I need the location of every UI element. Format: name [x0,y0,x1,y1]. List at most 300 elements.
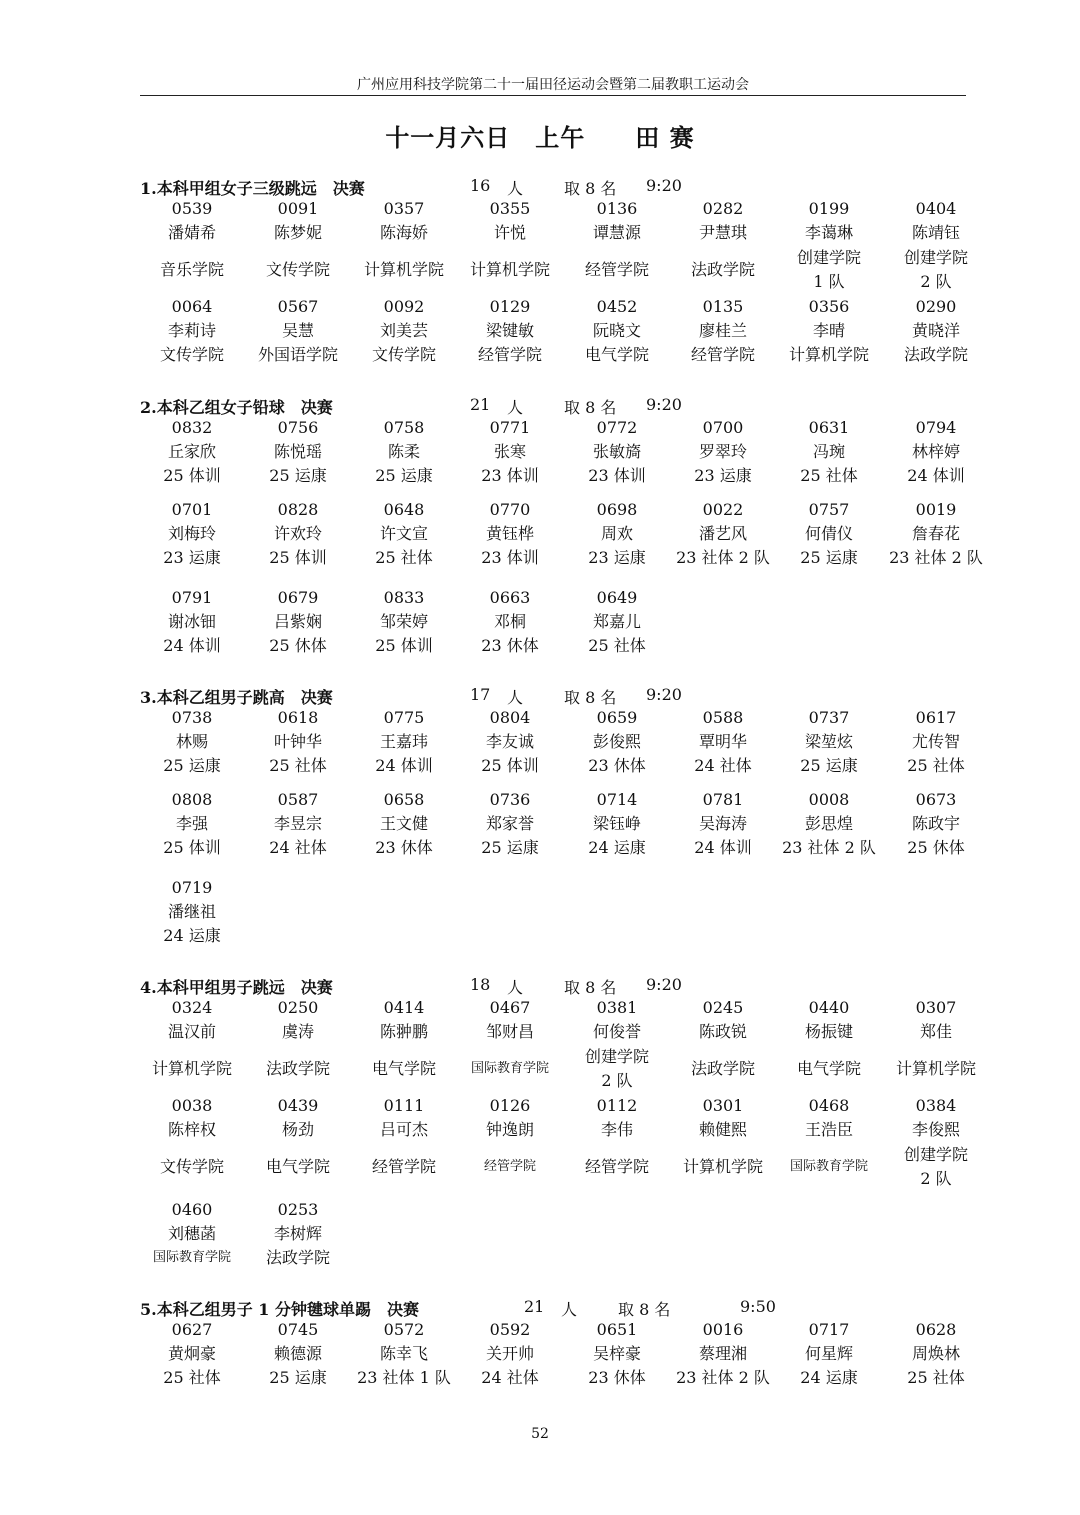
athlete-row [140,198,1000,296]
athlete-entry [457,198,563,294]
athlete-team: 创建学院 1 队 [796,248,861,291]
athlete-name: 陈翀鹏 [379,1022,428,1041]
athlete-name: 王浩臣 [804,1120,853,1139]
athlete-row [140,707,1000,789]
athlete-entry [670,296,776,366]
athlete-number: 0745 [277,1320,319,1339]
athlete-name: 吕可杰 [379,1120,428,1139]
athlete-entry [457,499,563,569]
day-title: 十一月六日 上午 田 赛 [385,123,695,152]
athlete-name: 廖桂兰 [698,321,747,340]
event-header [140,395,1000,417]
athlete-name: 黄炯豪 [167,1344,216,1363]
athlete-team: 23 休体 [588,756,646,775]
athlete-team: 25 运康 [800,756,858,775]
event-count: 18 [470,975,491,994]
event-block [140,176,1000,386]
athlete-number: 0022 [702,500,744,519]
athlete-entry [351,707,457,777]
athlete-number: 0648 [383,500,425,519]
athlete-entry [670,789,776,859]
athlete-name: 李伟 [600,1120,633,1139]
athlete-entry [351,499,457,569]
page-header: 广州应用科技学院第二十一届田径运动会暨第二届教职工运动会 [357,77,749,93]
athlete-team: 24 社体 [481,1368,539,1387]
athlete-team: 创建学院 2 队 [903,248,968,291]
athlete-number: 0771 [489,418,531,437]
athlete-name: 詹春花 [911,524,960,543]
athlete-entry [139,417,245,487]
athlete-team: 23 休体 [481,636,539,655]
athlete-team: 25 体训 [163,838,221,857]
athlete-name: 吕紫娴 [273,612,322,631]
event-block [140,395,1000,669]
athlete-number: 0290 [915,297,957,316]
athlete-entry [776,198,882,294]
event-count: 16 [470,176,491,195]
athlete-team: 国际教育学院 [789,1159,868,1174]
athlete-name: 李昱宗 [273,814,322,833]
athlete-team: 25 运康 [163,756,221,775]
athlete-number: 0414 [383,998,425,1017]
athlete-number: 0738 [171,708,213,727]
athlete-number: 0091 [277,199,319,218]
athlete-entry [564,1319,670,1389]
athlete-entry [351,587,457,657]
athlete-team: 计算机学院 [682,1157,763,1176]
athlete-number: 0111 [383,1096,425,1115]
athlete-name: 潘艺风 [698,524,747,543]
athlete-number: 0781 [702,790,744,809]
event-header [140,685,1000,707]
athlete-number: 0592 [489,1320,531,1339]
athlete-number: 0804 [489,708,531,727]
athlete-name: 李蔼琳 [804,223,853,242]
athlete-number: 0658 [383,790,425,809]
athlete-entry [883,198,989,294]
athlete-team: 25 社体 [269,756,327,775]
event-qualify: 取 8 名 [618,1300,671,1319]
athlete-name: 潘继祖 [167,902,216,921]
athlete-number: 0440 [808,998,850,1017]
athlete-team: 25 休体 [269,636,327,655]
athlete-name: 蔡理湘 [698,1344,747,1363]
event-count-unit: 人 [507,398,524,417]
athlete-number: 0794 [915,418,957,437]
athlete-entry [245,789,351,859]
athlete-number: 0673 [915,790,957,809]
athlete-name: 何俊誉 [592,1022,641,1041]
athlete-entry [883,296,989,366]
athlete-name: 刘美芸 [379,321,428,340]
athlete-entry [883,1095,989,1191]
athlete-team: 计算机学院 [469,260,550,279]
athlete-number: 0245 [702,998,744,1017]
athlete-name: 谢冰钿 [167,612,216,631]
athlete-team: 计算机学院 [895,1059,976,1078]
athlete-team: 国际教育学院 [152,1250,231,1265]
athlete-name: 吴梓豪 [592,1344,641,1363]
athlete-entry [139,1319,245,1389]
event-time: 9:20 [646,685,682,704]
athlete-name: 张寒 [493,442,526,461]
athlete-team: 24 社体 [269,838,327,857]
athlete-name: 林赐 [175,732,208,751]
athlete-team: 法政学院 [690,1059,755,1078]
athlete-name: 钟逸朗 [485,1120,534,1139]
athlete-number: 0307 [915,998,957,1017]
athlete-number: 0384 [915,1096,957,1115]
event-time: 9:50 [740,1297,776,1316]
athlete-number: 0649 [596,588,638,607]
athlete-number: 0250 [277,998,319,1017]
athlete-number: 0136 [596,199,638,218]
page-number: 52 [531,1426,549,1442]
athlete-row [140,997,1000,1095]
athlete-name: 何星辉 [804,1344,853,1363]
athlete-number: 0808 [171,790,213,809]
athlete-number: 0772 [596,418,638,437]
athlete-entry [457,789,563,859]
athlete-number: 0651 [596,1320,638,1339]
athlete-entry [457,587,563,657]
athlete-entry [564,789,670,859]
athlete-entry [351,1319,457,1389]
athlete-number: 0567 [277,297,319,316]
athlete-team: 23 社体 1 队 [357,1368,451,1387]
event-header [140,176,1000,198]
athlete-team: 文传学院 [159,1157,224,1176]
athlete-entry [776,1319,882,1389]
athlete-entry [351,198,457,294]
athlete-entry [564,1095,670,1191]
athlete-row [140,296,1000,386]
athlete-entry [564,198,670,294]
athlete-name: 王文健 [379,814,428,833]
athlete-entry [670,499,776,569]
athlete-name: 李俊熙 [911,1120,960,1139]
athlete-name: 王嘉玮 [379,732,428,751]
athlete-number: 0679 [277,588,319,607]
athlete-name: 杨劲 [281,1120,314,1139]
athlete-name: 何倩仪 [804,524,853,543]
athlete-entry [139,198,245,294]
athlete-team: 23 社体 2 队 [676,1368,770,1387]
athlete-number: 0714 [596,790,638,809]
athlete-team: 23 运康 [588,548,646,567]
athlete-team: 法政学院 [690,260,755,279]
athlete-row [140,1199,1000,1281]
athlete-entry [457,1319,563,1389]
athlete-team: 25 社体 [163,1368,221,1387]
athlete-team: 电气学院 [796,1059,861,1078]
athlete-number: 0736 [489,790,531,809]
athlete-name: 谭慧源 [592,223,641,242]
athlete-entry [776,417,882,487]
athlete-name: 叶钟华 [273,732,322,751]
athlete-number: 0700 [702,418,744,437]
event-count: 21 [524,1297,545,1316]
athlete-name: 梁键敏 [485,321,534,340]
athlete-row [140,1095,1000,1199]
athlete-number: 0016 [702,1320,744,1339]
athlete-name: 黄晓洋 [911,321,960,340]
athlete-team: 经管学院 [690,345,755,364]
athlete-team: 文传学院 [265,260,330,279]
athlete-number: 0588 [702,708,744,727]
athlete-number: 0618 [277,708,319,727]
athlete-number: 0617 [915,708,957,727]
athlete-team: 文传学院 [159,345,224,364]
athlete-number: 0775 [383,708,425,727]
athlete-name: 陈靖钰 [911,223,960,242]
athlete-name: 彭思煌 [804,814,853,833]
athlete-team: 25 社体 [588,636,646,655]
athlete-team: 23 体训 [481,548,539,567]
athlete-entry [245,997,351,1093]
athlete-number: 0832 [171,418,213,437]
athlete-entry [245,1199,351,1269]
athlete-number: 0770 [489,500,531,519]
athlete-number: 0439 [277,1096,319,1115]
event-block [140,975,1000,1281]
athlete-number: 0356 [808,297,850,316]
athlete-name: 郑家誉 [485,814,534,833]
athlete-entry [139,707,245,777]
athlete-row [140,877,1000,959]
athlete-number: 0460 [171,1200,213,1219]
athlete-entry [776,296,882,366]
athlete-name: 邹荣婷 [379,612,428,631]
athlete-number: 0758 [383,418,425,437]
athlete-name: 林梓婷 [911,442,960,461]
athlete-entry [776,499,882,569]
athlete-entry [670,198,776,294]
athlete-number: 0282 [702,199,744,218]
athlete-team: 24 社体 [694,756,752,775]
athlete-number: 0381 [596,998,638,1017]
event-count-unit: 人 [561,1300,578,1319]
athlete-number: 0719 [171,878,213,897]
event-qualify: 取 8 名 [564,978,617,997]
athlete-name: 阮晓文 [592,321,641,340]
athlete-entry [670,417,776,487]
athlete-number: 0659 [596,708,638,727]
athlete-name: 陈幸飞 [379,1344,428,1363]
athlete-team: 24 体训 [375,756,433,775]
event-count: 17 [470,685,491,704]
athlete-number: 0631 [808,418,850,437]
athlete-entry [564,417,670,487]
event-count-unit: 人 [507,179,524,198]
athlete-name: 潘婧希 [167,223,216,242]
athlete-number: 0717 [808,1320,850,1339]
athlete-team: 24 运康 [163,926,221,945]
athlete-team: 23 社体 2 队 [782,838,876,857]
event-count-unit: 人 [507,978,524,997]
athlete-name: 李莉诗 [167,321,216,340]
athlete-entry [139,1199,245,1269]
athlete-name: 黄钰桦 [485,524,534,543]
athlete-entry [351,789,457,859]
athlete-entry [139,499,245,569]
athlete-number: 0008 [808,790,850,809]
athlete-entry [883,1319,989,1389]
athlete-name: 陈政锐 [698,1022,747,1041]
athlete-name: 张敏旖 [592,442,641,461]
athlete-row [140,417,1000,499]
athlete-number: 0587 [277,790,319,809]
athlete-number: 0663 [489,588,531,607]
athlete-name: 陈悦瑶 [273,442,322,461]
athlete-team: 经管学院 [371,1157,436,1176]
athlete-number: 0756 [277,418,319,437]
athlete-team: 电气学院 [584,345,649,364]
athlete-team: 国际教育学院 [470,1061,549,1076]
athlete-name: 丘家欣 [167,442,216,461]
athlete-name: 郑嘉儿 [592,612,641,631]
athlete-entry [139,877,245,947]
athlete-number: 0468 [808,1096,850,1115]
athlete-entry [245,417,351,487]
athlete-entry [457,997,563,1093]
athlete-number: 0112 [596,1096,638,1115]
athlete-team: 25 运康 [800,548,858,567]
athlete-team: 外国语学院 [257,345,338,364]
athlete-number: 0737 [808,708,850,727]
athlete-entry [670,1319,776,1389]
athlete-entry [564,296,670,366]
athlete-name: 虞涛 [281,1022,314,1041]
athlete-number: 0357 [383,199,425,218]
athlete-team: 计算机学院 [788,345,869,364]
athlete-team: 计算机学院 [363,260,444,279]
athlete-entry [245,707,351,777]
event-time: 9:20 [646,176,682,195]
athlete-entry [564,499,670,569]
athlete-team: 25 运康 [269,1368,327,1387]
athlete-name: 刘穗菡 [167,1224,216,1243]
athlete-number: 0126 [489,1096,531,1115]
athlete-entry [457,707,563,777]
event-title: 2.本科乙组女子铅球 决赛 [140,398,333,417]
athlete-name: 邹财昌 [485,1022,534,1041]
athlete-entry [564,997,670,1093]
athlete-entry [245,198,351,294]
event-qualify: 取 8 名 [564,179,617,198]
athlete-team: 25 体训 [481,756,539,775]
athlete-team: 电气学院 [371,1059,436,1078]
athlete-team: 经管学院 [483,1159,536,1174]
athlete-name: 周焕林 [911,1344,960,1363]
athlete-entry [883,417,989,487]
athlete-number: 0355 [489,199,531,218]
event-title: 1.本科甲组女子三级跳远 决赛 [140,179,365,198]
athlete-name: 邓桐 [493,612,526,631]
athlete-name: 陈梓权 [167,1120,216,1139]
athlete-name: 陈政宇 [911,814,960,833]
athlete-name: 吴慧 [281,321,314,340]
athlete-row [140,499,1000,587]
athlete-name: 李晴 [812,321,845,340]
athlete-team: 23 社体 2 队 [676,548,770,567]
athlete-team: 24 运康 [588,838,646,857]
athlete-team: 25 体训 [375,636,433,655]
athlete-number: 0791 [171,588,213,607]
athlete-team: 25 运康 [269,466,327,485]
athlete-number: 0467 [489,998,531,1017]
athlete-name: 周欢 [600,524,633,543]
athlete-team: 经管学院 [584,1157,649,1176]
athlete-name: 李友诚 [485,732,534,751]
athlete-team: 24 体训 [163,636,221,655]
event-block [140,1297,1000,1401]
athlete-number: 0129 [489,297,531,316]
athlete-name: 梁堃炫 [804,732,853,751]
athlete-entry [139,1095,245,1191]
athlete-team: 24 运康 [800,1368,858,1387]
athlete-team: 法政学院 [265,1248,330,1267]
athlete-team: 25 社体 [375,548,433,567]
athlete-team: 23 运康 [694,466,752,485]
athlete-entry [883,789,989,859]
event-qualify: 取 8 名 [564,688,617,707]
athlete-team: 25 社体 [800,466,858,485]
athlete-number: 0135 [702,297,744,316]
athlete-name: 赖健熙 [698,1120,747,1139]
athlete-number: 0404 [915,199,957,218]
athlete-entry [670,1095,776,1191]
athlete-number: 0701 [171,500,213,519]
athlete-team: 25 社体 [907,756,965,775]
athlete-entry [245,1319,351,1389]
athlete-entry [564,587,670,657]
athlete-name: 许悦 [493,223,526,242]
athlete-entry [776,789,882,859]
athlete-name: 温汉前 [167,1022,216,1041]
athlete-name: 刘梅玲 [167,524,216,543]
athlete-entry [776,707,882,777]
athlete-team: 25 体训 [163,466,221,485]
athlete-entry [776,1095,882,1191]
athlete-entry [776,997,882,1093]
athlete-number: 0301 [702,1096,744,1115]
athlete-team: 25 运康 [481,838,539,857]
athlete-name: 梁钰峥 [592,814,641,833]
athlete-entry [670,997,776,1093]
event-header [140,1297,1000,1319]
athlete-row [140,1319,1000,1401]
athlete-team: 23 体训 [481,466,539,485]
athlete-number: 0628 [915,1320,957,1339]
athlete-number: 0828 [277,500,319,519]
athlete-name: 尹慧琪 [698,223,747,242]
athlete-name: 陈海娇 [379,223,428,242]
athlete-team: 23 运康 [163,548,221,567]
athlete-name: 覃明华 [698,732,747,751]
athlete-number: 0452 [596,297,638,316]
athlete-entry [351,417,457,487]
athlete-entry [564,707,670,777]
event-title: 4.本科甲组男子跳远 决赛 [140,978,333,997]
athlete-team: 经管学院 [477,345,542,364]
athlete-entry [670,707,776,777]
athlete-number: 0572 [383,1320,425,1339]
athlete-name: 杨振键 [804,1022,853,1041]
event-time: 9:20 [646,395,682,414]
athlete-entry [351,296,457,366]
athlete-entry [139,789,245,859]
